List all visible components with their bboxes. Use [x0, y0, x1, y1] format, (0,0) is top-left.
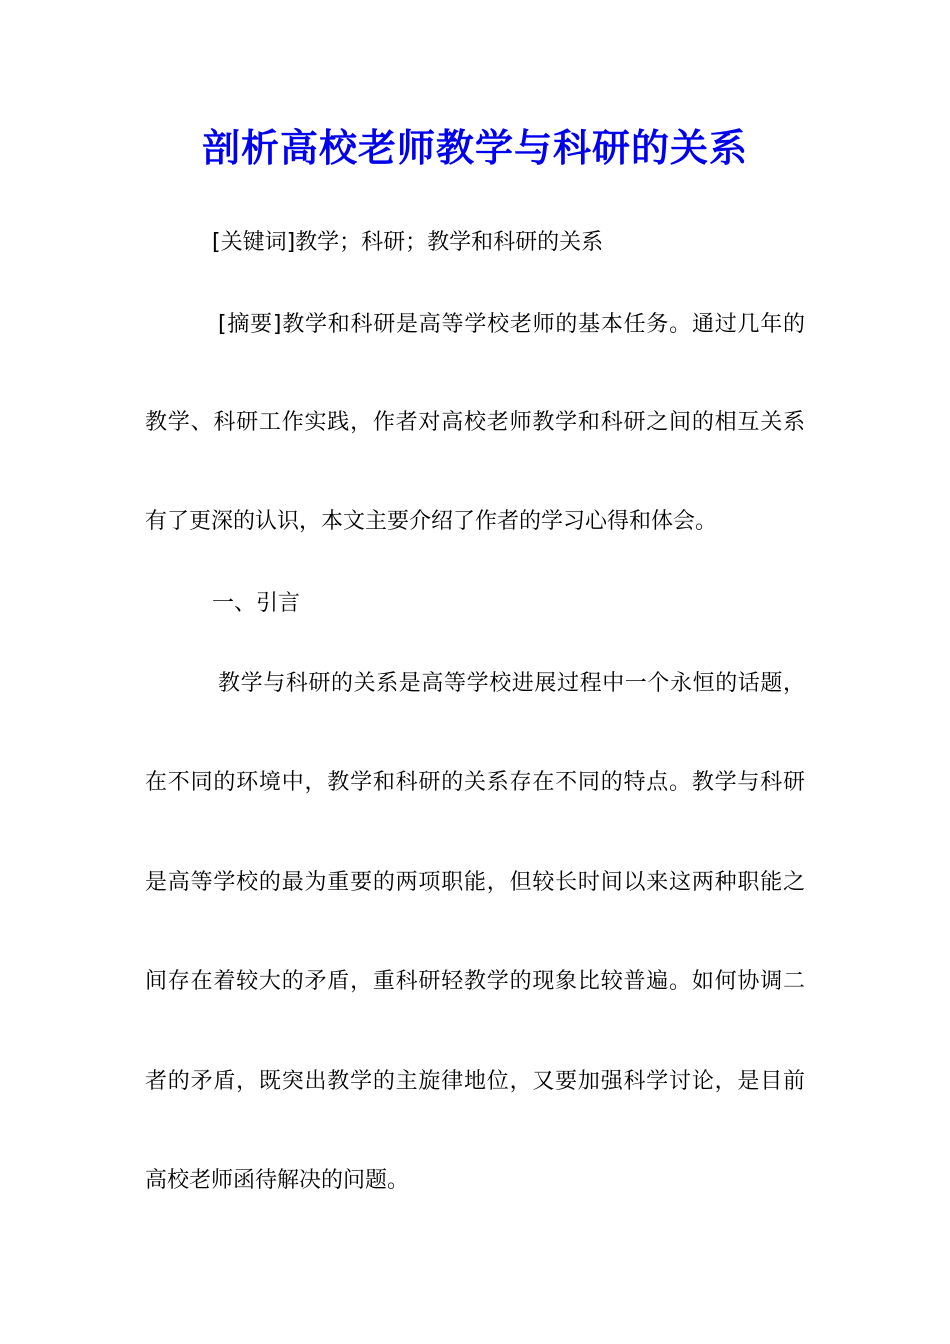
document-title: 剖析高校老师教学与科研的关系 — [201, 125, 748, 170]
keywords-line: [关键词]教学；科研；教学和科研的关系 — [212, 230, 604, 255]
intro-line-2: 在不同的环境中，教学和科研的关系存在不同的特点。教学与科研 — [145, 770, 805, 795]
abstract-line-2: 教学、科研工作实践，作者对高校老师教学和科研之间的相互关系 — [145, 410, 805, 435]
abstract-line-3: 有了更深的认识，本文主要介绍了作者的学习心得和体会。 — [145, 509, 718, 534]
section-heading-introduction: 一、引言 — [212, 591, 301, 616]
abstract-line-1: [摘要]教学和科研是高等学校老师的基本任务。通过几年的 — [218, 312, 805, 337]
intro-line-5: 者的矛盾，既突出教学的主旋律地位，又要加强科学讨论，是目前 — [145, 1069, 805, 1094]
intro-line-6: 高校老师函待解决的问题。 — [145, 1168, 410, 1193]
intro-line-3: 是高等学校的最为重要的两项职能，但较长时间以来这两种职能之 — [145, 870, 805, 895]
intro-line-1: 教学与科研的关系是高等学校进展过程中一个永恒的话题， — [218, 671, 805, 696]
intro-line-4: 间存在着较大的矛盾，重科研轻教学的现象比较普遍。如何协调二 — [145, 969, 805, 994]
